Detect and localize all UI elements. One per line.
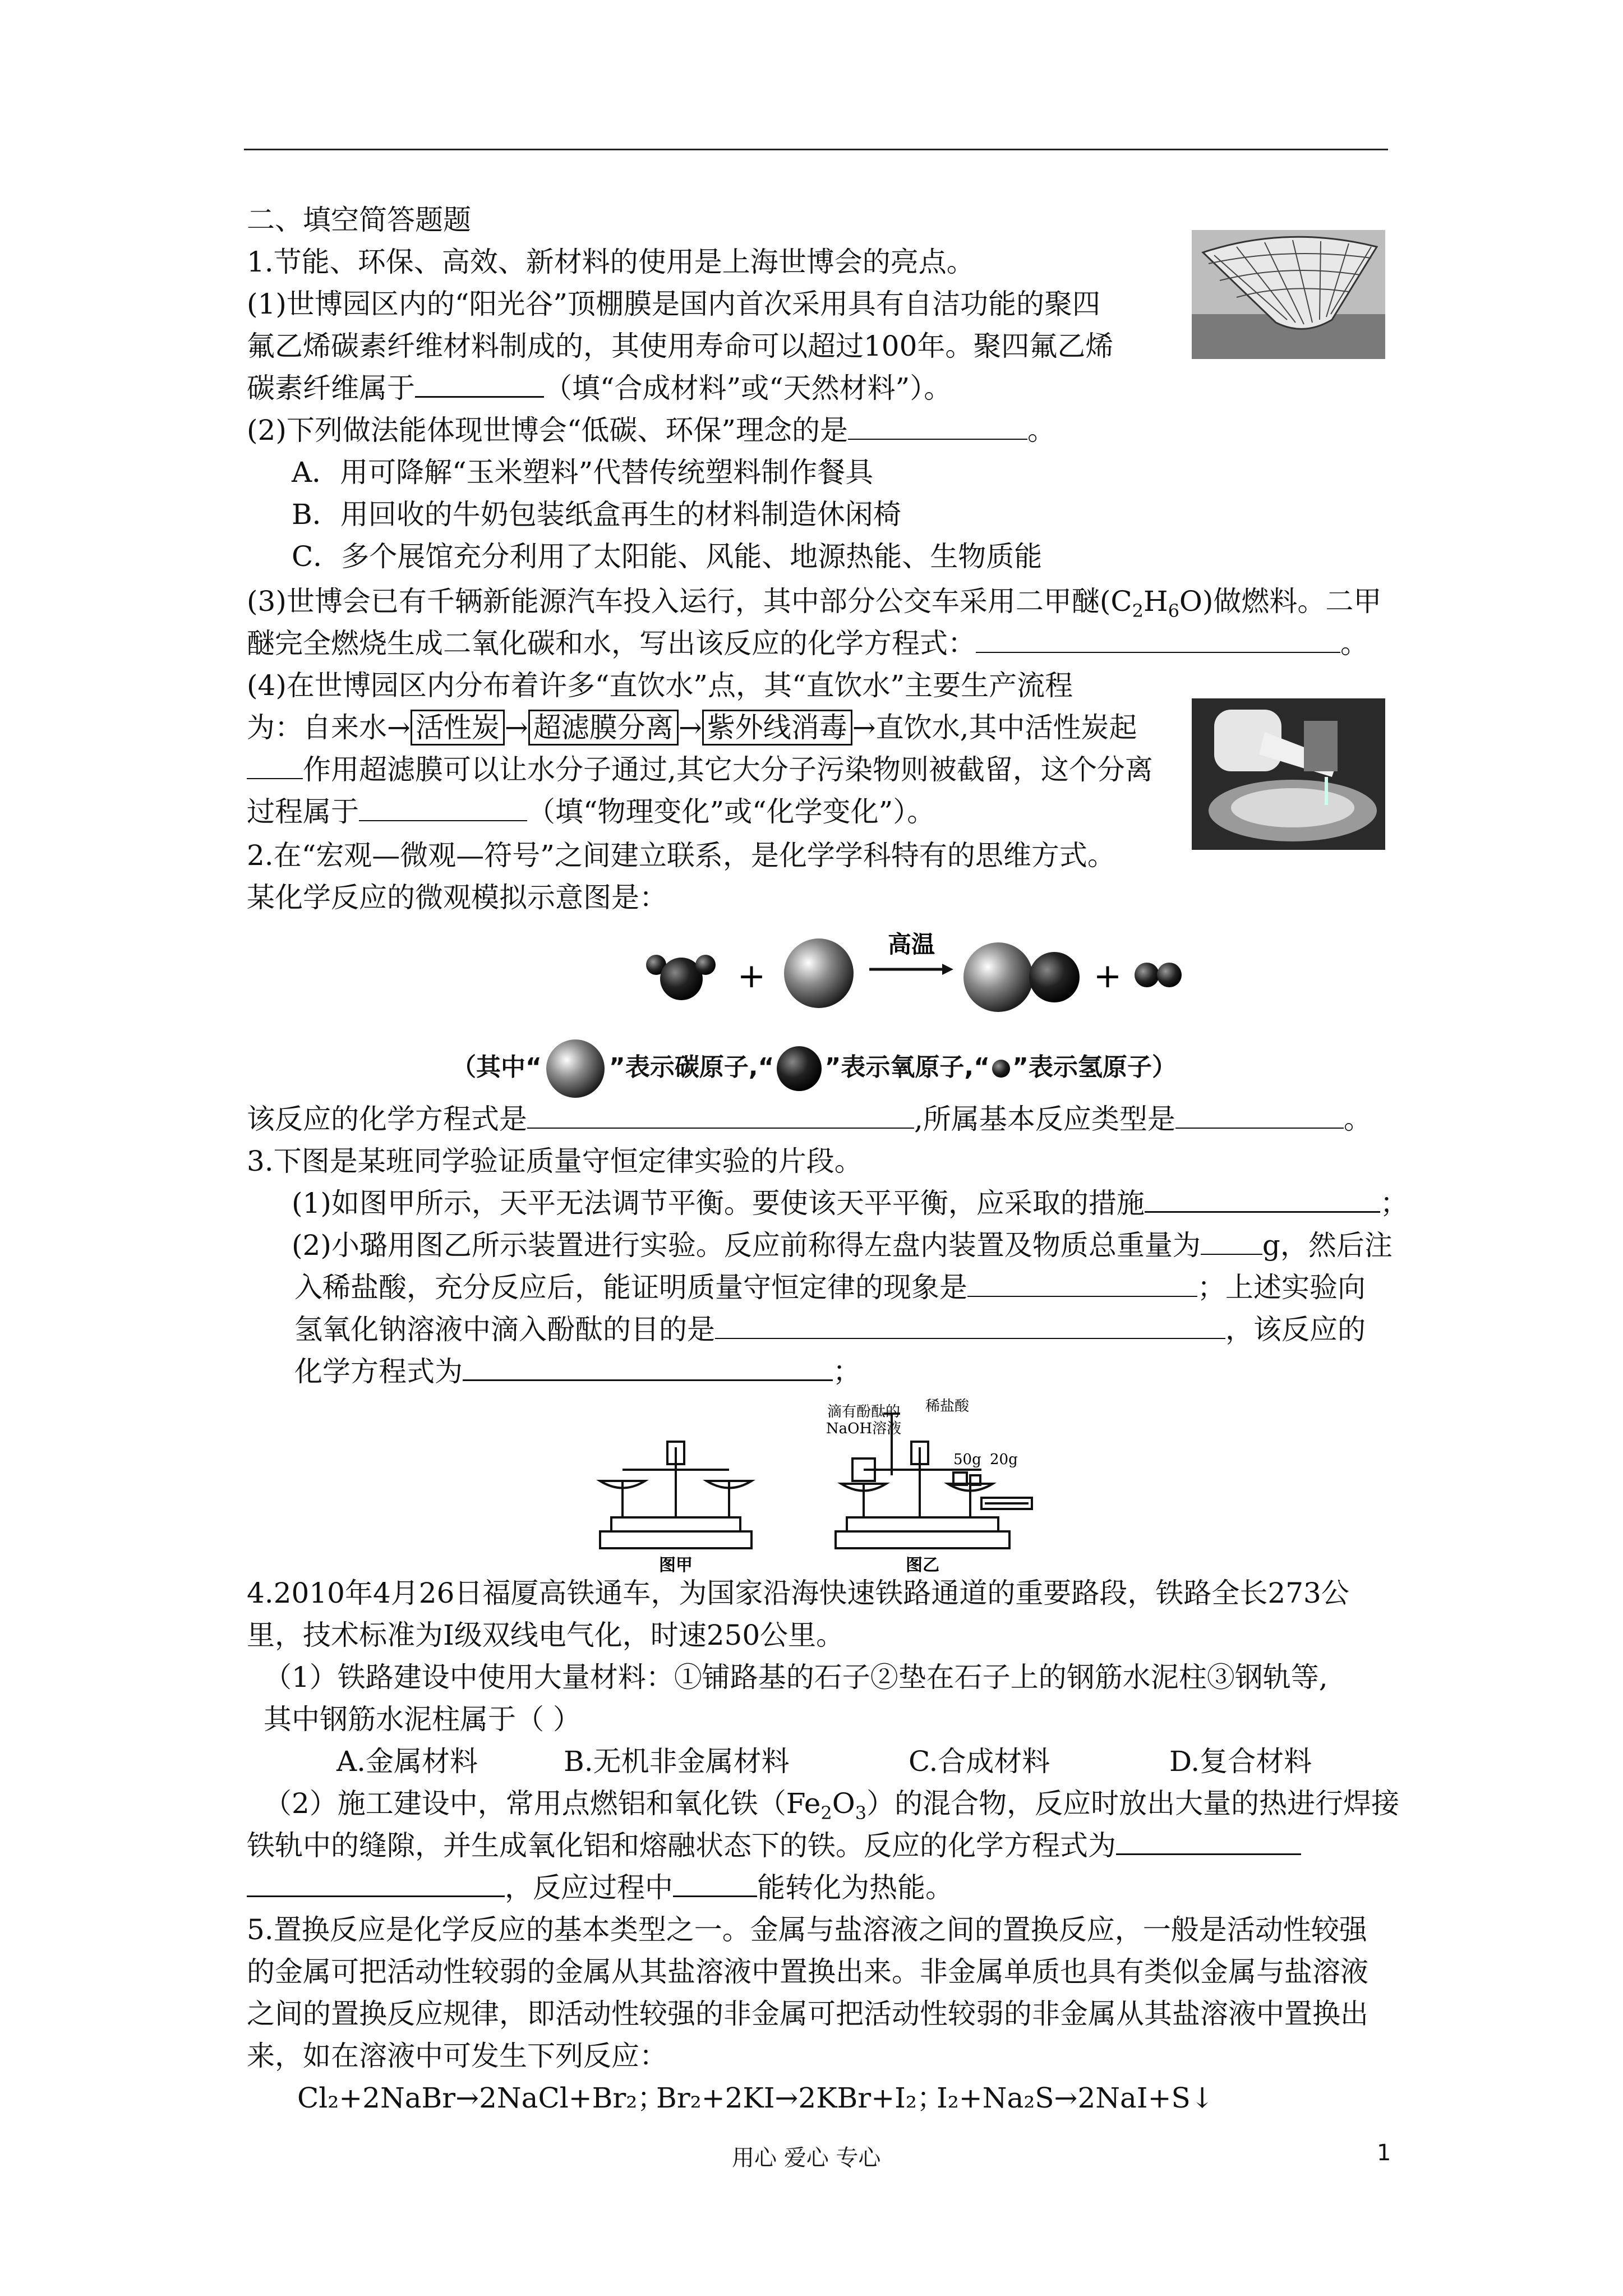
answer-blank[interactable] xyxy=(247,1871,505,1897)
naoh-label-1: 滴有酚酞的 xyxy=(827,1404,901,1420)
plus-sign: + xyxy=(1093,956,1122,996)
answer-blank[interactable] xyxy=(673,1871,757,1897)
answer-blank[interactable] xyxy=(527,1103,914,1129)
answer-blank[interactable] xyxy=(1175,1103,1344,1129)
q5-equation-2: Br₂+2KI→2KBr+I₂； xyxy=(656,2082,945,2114)
answer-blank[interactable] xyxy=(976,627,1340,653)
oxygen-legend-icon xyxy=(774,1043,824,1094)
q4-p1-line2: 其中钢筋水泥柱属于（ ） xyxy=(264,1703,581,1736)
q1-p4-line4: 过程属于 （填“物理变化”或“化学变化”）。 xyxy=(247,795,935,828)
hcl-label: 稀盐酸 xyxy=(925,1398,970,1415)
q4-p1-line1: （1）铁路建设中使用大量材料：①铺路基的石子②垫在石子上的钢筋水泥柱③钢轨等, xyxy=(264,1661,1328,1694)
q3-p2-line3: 氢氧化钠溶液中滴入酚酞的目的是 ，该反应的 xyxy=(294,1313,1366,1346)
q1-stem: 1.节能、环保、高效、新材料的使用是上海世博会的亮点。 xyxy=(247,246,975,278)
q5-equation-3: I₂+Na₂S→2NaI+S↓ xyxy=(937,2082,1214,2114)
q3-line1: 3.下图是某班同学验证质量守恒定律实验的片段。 xyxy=(247,1145,863,1177)
q4-p2-line2: 铁轨中的缝隙，并生成氧化铝和熔融状态下的铁。反应的化学方程式为 xyxy=(247,1829,1301,1862)
carbon-atom xyxy=(784,938,854,1008)
flow-step-ultrafiltration: 超滤膜分离 xyxy=(528,710,679,746)
section-title: 二、填空简答题题 xyxy=(247,204,471,236)
answer-blank[interactable] xyxy=(715,1313,1225,1339)
carbon-legend-icon xyxy=(542,1038,609,1099)
answer-blank[interactable] xyxy=(359,795,527,821)
q5-line3: 之间的置换反应规律，即活动性较强的非金属可把活动性较弱的非金属从其盐溶液中置换出 xyxy=(247,1998,1368,2030)
q1-option-a: A．用可降解“玉米塑料”代替传统塑料制作餐具 xyxy=(292,456,874,489)
q4-option-d: D.复合材料 xyxy=(1169,1745,1312,1778)
q2-line1: 2.在“宏观—微观—符号”之间建立联系，是化学学科特有的思维方式。 xyxy=(247,839,1115,872)
q1-option-c: C．多个展馆充分利用了太阳能、风能、地源热能、生物质能 xyxy=(292,540,1043,573)
balance-figures xyxy=(589,1397,1038,1576)
q5-line1: 5.置换反应是化学反应的基本类型之一。金属与盐溶液之间的置换反应，一般是活动性较强 xyxy=(247,1913,1367,1946)
q1-p4-line1: (4)在世博园区内分布着许多“直饮水”点，其“直饮水”主要生产流程 xyxy=(247,669,1073,702)
q1-p1-line3: 碳素纤维属于 （填“合成材料”或“天然材料”）。 xyxy=(247,372,952,404)
q4-line2: 里，技术标准为Ⅰ级双线电气化，时速250公里。 xyxy=(247,1619,845,1651)
caption-figure-a: 图甲 xyxy=(659,1556,693,1575)
q4-line1: 4.2010年4月26日福厦高铁通车，为国家沿海快速铁路通道的重要路段，铁路全长273公 xyxy=(247,1577,1349,1609)
drinking-water-photo xyxy=(1192,698,1385,850)
plus-sign: + xyxy=(737,956,766,996)
q2-line2: 某化学反应的微观模拟示意图是： xyxy=(247,881,667,914)
q1-p4-line3: 作用超滤膜可以让水分子通过,其它大分子污染物则被截留，这个分离 xyxy=(247,753,1153,786)
footer-text: 用心 爱心 专心 xyxy=(732,2145,881,2171)
answer-blank[interactable] xyxy=(1116,1829,1301,1855)
q1-p1-line2: 氟乙烯碳素纤维材料制成的，其使用寿命可以超过100年。聚四氟乙烯 xyxy=(247,330,1114,362)
diagram-legend: （其中“ ”表示碳原子,“ ”表示氧原子,“ ”表示氢原子） xyxy=(451,1038,1177,1099)
q1-p1-line1: (1)世博园区内的“阳光谷”顶棚膜是国内首次采用具有自洁功能的聚四 xyxy=(247,288,1100,320)
hydrogen-legend-icon xyxy=(990,1057,1012,1080)
page-number: 1 xyxy=(1377,2140,1391,2166)
sun-valley-photo xyxy=(1192,230,1385,359)
q1-p2: (2)下列做法能体现世博会“低碳、环保”理念的是 。 xyxy=(247,414,1055,447)
naoh-label-2: NaOH溶液 xyxy=(826,1420,902,1437)
answer-blank[interactable] xyxy=(848,414,1027,440)
weight-20g: 20g xyxy=(990,1451,1018,1468)
q4-option-c: C.合成材料 xyxy=(909,1745,1050,1778)
q5-line4: 来，如在溶液中可发生下列反应： xyxy=(247,2040,667,2072)
answer-blank[interactable] xyxy=(1145,1186,1380,1213)
q1-p4-line2: 为：自来水→ 活性炭 → 超滤膜分离 → 紫外线消毒 →直饮水,其中活性炭起 xyxy=(247,711,1137,744)
answer-blank[interactable] xyxy=(967,1271,1197,1297)
weight-50g: 50g xyxy=(953,1451,981,1468)
reaction-diagram xyxy=(639,926,1200,1027)
header-rule xyxy=(244,149,1388,150)
q4-p2-line1: （2）施工建设中，常用点燃铝和氧化铁$(Fe_2O_3)$的混合物，反应时放出大量的热进行焊接 xyxy=(264,1787,1400,1824)
q3-p1: (1)如图甲所示，天平无法调节平衡。要使该天平平衡，应采取的措施 ； xyxy=(292,1187,1408,1220)
q3-p2-line2: 入稀盐酸，充分反应后，能证明质量守恒定律的现象是 ；上述实验向 xyxy=(294,1271,1366,1304)
q4-option-a: A.金属材料 xyxy=(336,1745,478,1778)
flow-step-activated-carbon: 活性炭 xyxy=(411,710,505,746)
caption-figure-b: 图乙 xyxy=(906,1556,939,1575)
flow-step-uv: 紫外线消毒 xyxy=(702,710,852,746)
q5-line2: 的金属可把活动性较弱的金属从其盐溶液中置换出来。非金属单质也具有类似金属与盐溶液 xyxy=(247,1955,1368,1988)
carbon-atom xyxy=(963,942,1033,1012)
answer-blank[interactable] xyxy=(415,371,544,398)
hydrogen-atom xyxy=(1135,963,1159,987)
q1-p3-line2: 醚完全燃烧生成二氧化碳和水，写出该反应的化学方程式： 。 xyxy=(247,627,1368,660)
q5-equation-1: Cl₂+2NaBr→2NaCl+Br₂； xyxy=(297,2082,666,2114)
q1-p3-line1: (3)世博会已有千辆新能源汽车投入运行，其中部分公交车采用二甲醚$(C_2H_6O)$做燃料。二甲 xyxy=(247,585,1382,622)
reaction-condition: 高温 xyxy=(887,931,935,958)
hydrogen-atom xyxy=(695,955,716,975)
oxygen-atom xyxy=(1029,952,1080,1002)
q4-option-b: B.无机非金属材料 xyxy=(564,1745,790,1778)
q3-p2-line1: (2)小璐用图乙所示装置进行实验。反应前称得左盘内装置及物质总重量为 g，然后注 xyxy=(292,1229,1393,1262)
answer-blank[interactable] xyxy=(1201,1229,1262,1255)
q4-p2-line3: ，反应过程中 能转化为热能。 xyxy=(247,1871,953,1904)
q1-option-b: B．用回收的牛奶包装纸盒再生的材料制造休闲椅 xyxy=(292,498,901,531)
q3-p2-line4: 化学方程式为 ； xyxy=(294,1355,861,1388)
hydrogen-atom xyxy=(1157,963,1182,987)
answer-blank[interactable] xyxy=(247,753,303,779)
answer-blank[interactable] xyxy=(463,1355,833,1381)
q2-answer-line: 该反应的化学方程式是 ,所属基本反应类型是 。 xyxy=(247,1103,1372,1135)
